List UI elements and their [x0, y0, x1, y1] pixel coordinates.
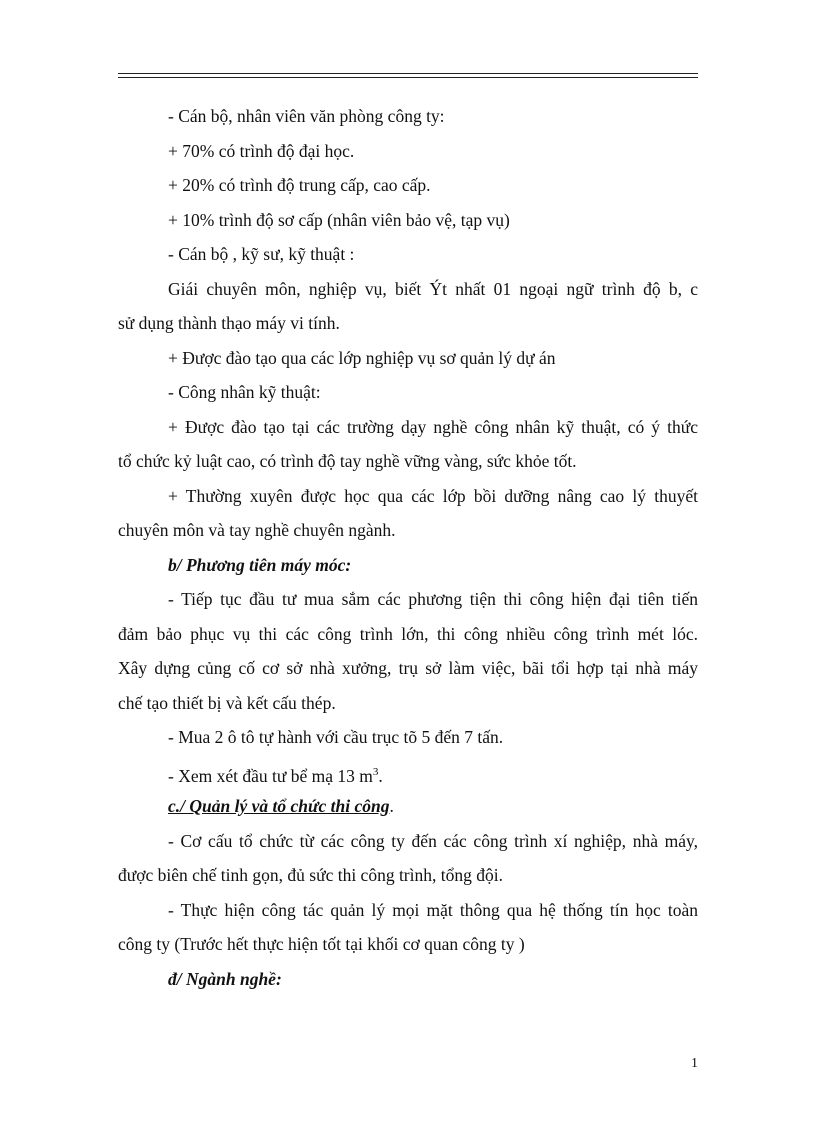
heading-text: c./ Quản lý và tổ chức thi công: [168, 796, 390, 816]
paragraph-line: chuyên môn và tay nghề chuyên ngành.: [118, 520, 396, 540]
heading-period: .: [389, 796, 394, 816]
paragraph-line: được biên chế tinh gọn, đủ sức thi công trình, tổng đội.: [118, 865, 503, 885]
paragraph-line: công ty (Trước hết thực hiện tốt tại khối cơ quan công ty ): [118, 934, 525, 954]
paragraph-line: sử dụng thành thạo máy vi tính.: [118, 313, 340, 333]
section-heading: b/ Phương tiên máy móc:: [168, 554, 352, 575]
section-heading: đ/ Ngành nghề:: [168, 968, 282, 989]
header-rule-bottom: [118, 77, 698, 78]
line-text: - Xem xét đầu tư bể mạ 13 m: [168, 765, 373, 786]
header-rule-top: [118, 73, 698, 74]
paragraph-line: - Cán bộ , kỹ sư, kỹ thuật :: [168, 244, 355, 264]
paragraph-line: đảm bảo phục vụ thi các công trình lớn, thi công nhiều công trình mét lóc.: [118, 623, 698, 644]
paragraph-line: + Được đào tạo qua các lớp nghiệp vụ sơ quản lý dự án: [168, 347, 556, 368]
paragraph-line: + 70% có trình độ đại học.: [168, 140, 355, 161]
paragraph-line: + Được đào tạo tại các trường dạy nghề công nhân kỹ thuật, có ý thức: [168, 416, 698, 437]
paragraph-line: - Công nhân kỹ thuật:: [168, 382, 321, 402]
section-heading: [118, 789, 698, 824]
paragraph-line: tổ chức kỷ luật cao, có trình độ tay nghề vững vàng, sức khỏe tốt.: [118, 451, 577, 471]
paragraph-line: + 20% có trình độ trung cấp, cao cấp.: [168, 175, 431, 195]
paragraph-line: - Mua 2 ô tô tự hành với cầu trục tõ 5 đến 7 tấn.: [168, 727, 504, 747]
paragraph-line: + Thường xuyên được học qua các lớp bồi dưỡng nâng cao lý thuyết: [168, 485, 698, 506]
paragraph-line: Giái chuyên môn, nghiệp vụ, biết Ýt nhất 01 ngoại ngữ trình độ b, c: [168, 278, 698, 299]
paragraph-line: + 10% trình độ sơ cấp (nhân viên bảo vệ, tạp vụ): [168, 209, 510, 230]
paragraph-line: - Thực hiện công tác quản lý mọi mặt thông qua hệ thống tín học toàn: [168, 899, 698, 920]
page-number: 1: [691, 1056, 698, 1071]
paragraph-line: - Cơ cấu tổ chức từ các công ty đến các công trình xí nghiệp, nhà máy,: [168, 830, 698, 851]
paragraph-line: Xây dựng củng cố cơ sở nhà xưởng, trụ sở làm việc, bãi tổi hợp tại nhà máy: [118, 658, 698, 678]
paragraph-line: - Tiếp tục đầu tư mua sắm các phương tiện thi công hiện đại tiên tiến: [168, 589, 698, 609]
superscript: 3: [372, 765, 379, 778]
document-body: [118, 99, 698, 996]
line-period: .: [378, 765, 383, 786]
paragraph-line: - Cán bộ, nhân viên văn phòng công ty:: [168, 106, 445, 126]
paragraph-line: [118, 755, 698, 790]
paragraph-line: chế tạo thiết bị và kết cấu thép.: [118, 692, 336, 713]
